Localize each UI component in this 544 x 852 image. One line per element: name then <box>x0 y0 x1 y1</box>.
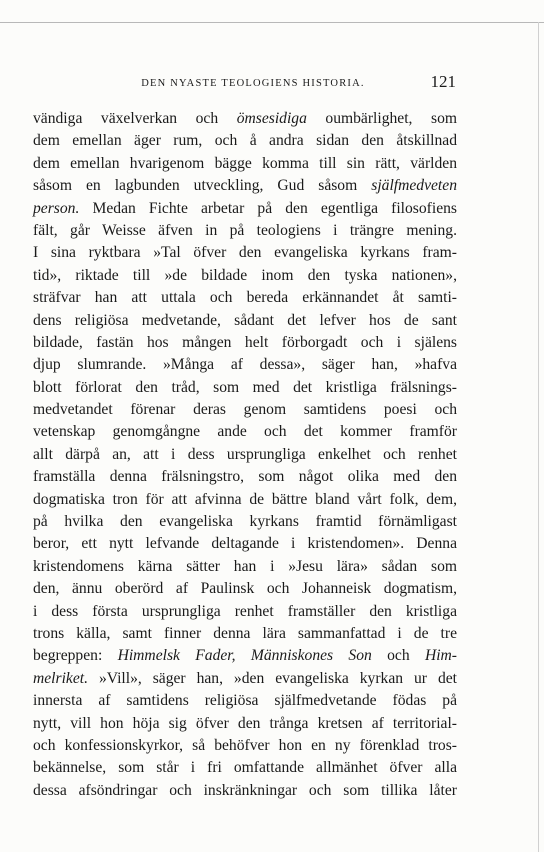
text-run: blott förlorat den tråd, som med det kristliga frälsnings- <box>33 378 457 396</box>
text-run: och <box>371 647 425 665</box>
italic-text: melriket. <box>33 669 88 687</box>
text-run: i dess första ursprungliga renhet framställer den kristliga <box>33 602 457 620</box>
text-line <box>33 242 457 264</box>
text-run: den, ännu oberörd af Paulinsk och Johanneisk dogmatism, <box>33 580 457 598</box>
text-line <box>33 645 457 667</box>
text-run: tid», riktade till »de bildade inom den tyska nationen», <box>33 266 457 284</box>
text-line <box>33 623 457 645</box>
text-run: framställa denna frälsningstro, som något olika med den <box>33 468 457 486</box>
running-title: DEN NYASTE TEOLOGIENS HISTORIA. <box>141 78 365 89</box>
text-line <box>33 287 457 309</box>
text-line <box>33 533 457 555</box>
text-run: sträfvar han att uttala och bereda erkännandet åt samti- <box>33 289 457 307</box>
text-line <box>33 310 457 332</box>
text-run: kristendomens kärna sätter han i »Jesu lära» sådan som <box>33 557 457 575</box>
text-line <box>33 175 457 197</box>
text-line <box>33 690 457 712</box>
text-run: dogmatiska tron för att afvinna de bättre bland vårt folk, dem, <box>33 490 457 508</box>
text-line <box>33 713 457 735</box>
text-line <box>33 399 457 421</box>
text-run: vetenskap genomgångne ande och det kommer framför <box>33 423 457 441</box>
text-run: dem emellan hvarigenom bägge komma till sin rätt, världen <box>33 154 457 172</box>
text-run: såsom en lagbunden utveckling, Gud såsom <box>33 177 372 195</box>
text-line <box>33 444 457 466</box>
italic-text: Himmelsk Fader, Människones Son <box>117 647 372 665</box>
text-run: vändiga växelverkan och <box>33 110 237 127</box>
italic-text: ömsesidiga <box>236 110 307 127</box>
text-run: begreppen: <box>33 647 118 665</box>
text-run: innersta af samtidens religiösa själfmedvetande födas på <box>33 692 457 710</box>
text-line <box>33 556 457 578</box>
italic-text: person. <box>33 199 80 217</box>
text-line <box>33 130 457 152</box>
text-line <box>33 265 457 287</box>
text-run: bildade, fastän hos mången helt förborgadt och i själens <box>33 333 457 351</box>
text-run: dessa afsöndringar och inskränkningar och som tillika låter <box>33 781 457 799</box>
text-line <box>33 601 457 623</box>
text-run: Medan Fichte arbetar på den egentliga filosofiens <box>79 199 457 217</box>
text-line <box>33 377 457 399</box>
italic-text: själfmedveten <box>371 177 457 195</box>
text-run: nytt, vill hon höja sig öfver den trånga kretsen af territorial- <box>33 714 457 732</box>
text-line <box>33 780 457 802</box>
text-line <box>33 489 457 511</box>
text-line <box>33 466 457 488</box>
top-rule <box>0 22 544 23</box>
text-run: dem emellan äger rum, och å andra sidan den åtskillnad <box>33 132 457 150</box>
text-line <box>33 220 457 242</box>
body-text <box>33 108 457 802</box>
text-line <box>33 153 457 175</box>
text-line <box>33 511 457 533</box>
text-run: »Vill», säger han, »den evangeliska kyrkan ur det <box>88 669 457 687</box>
text-run: trons källa, samt finner denna lära sammanfattad i de tre <box>33 624 457 642</box>
text-run: medvetandet förenar deras genom samtidens poesi och <box>33 401 457 419</box>
text-run: och konfessionskyrkor, så behöfver hon en ny förenklad tros- <box>33 736 457 754</box>
text-run: djup slumrande. »Många af dessa», säger han, »hafva <box>33 356 457 374</box>
running-head <box>0 72 544 96</box>
text-line <box>33 108 457 130</box>
text-run: fält, går Weisse äfven in på teologiens i trängre mening. <box>33 221 457 239</box>
text-line <box>33 332 457 354</box>
text-line <box>33 668 457 690</box>
text-run: oumbärlighet, som <box>306 110 457 127</box>
page-number: 121 <box>430 72 456 91</box>
text-line <box>33 198 457 220</box>
text-run: beror, ett nytt lefvande deltagande i kristendomen». Denna <box>33 535 457 553</box>
text-line <box>33 421 457 443</box>
italic-text: Him- <box>424 647 457 665</box>
page-edge-rule <box>538 22 539 852</box>
text-line <box>33 757 457 779</box>
text-line <box>33 735 457 757</box>
text-run: bekännelse, som står i fri omfattande allmänhet öfver alla <box>33 759 457 777</box>
text-line <box>33 354 457 376</box>
text-run: på hvilka den evangeliska kyrkans framtid förnämligast <box>33 513 457 531</box>
text-run: dens religiösa medvetande, sådant det lefver hos de sant <box>33 311 457 329</box>
text-line <box>33 578 457 600</box>
text-run: allt därpå an, att i dess ursprungliga enkelhet och renhet <box>33 445 457 463</box>
text-run: I sina ryktbara »Tal öfver den evangeliska kyrkans fram- <box>33 244 457 262</box>
